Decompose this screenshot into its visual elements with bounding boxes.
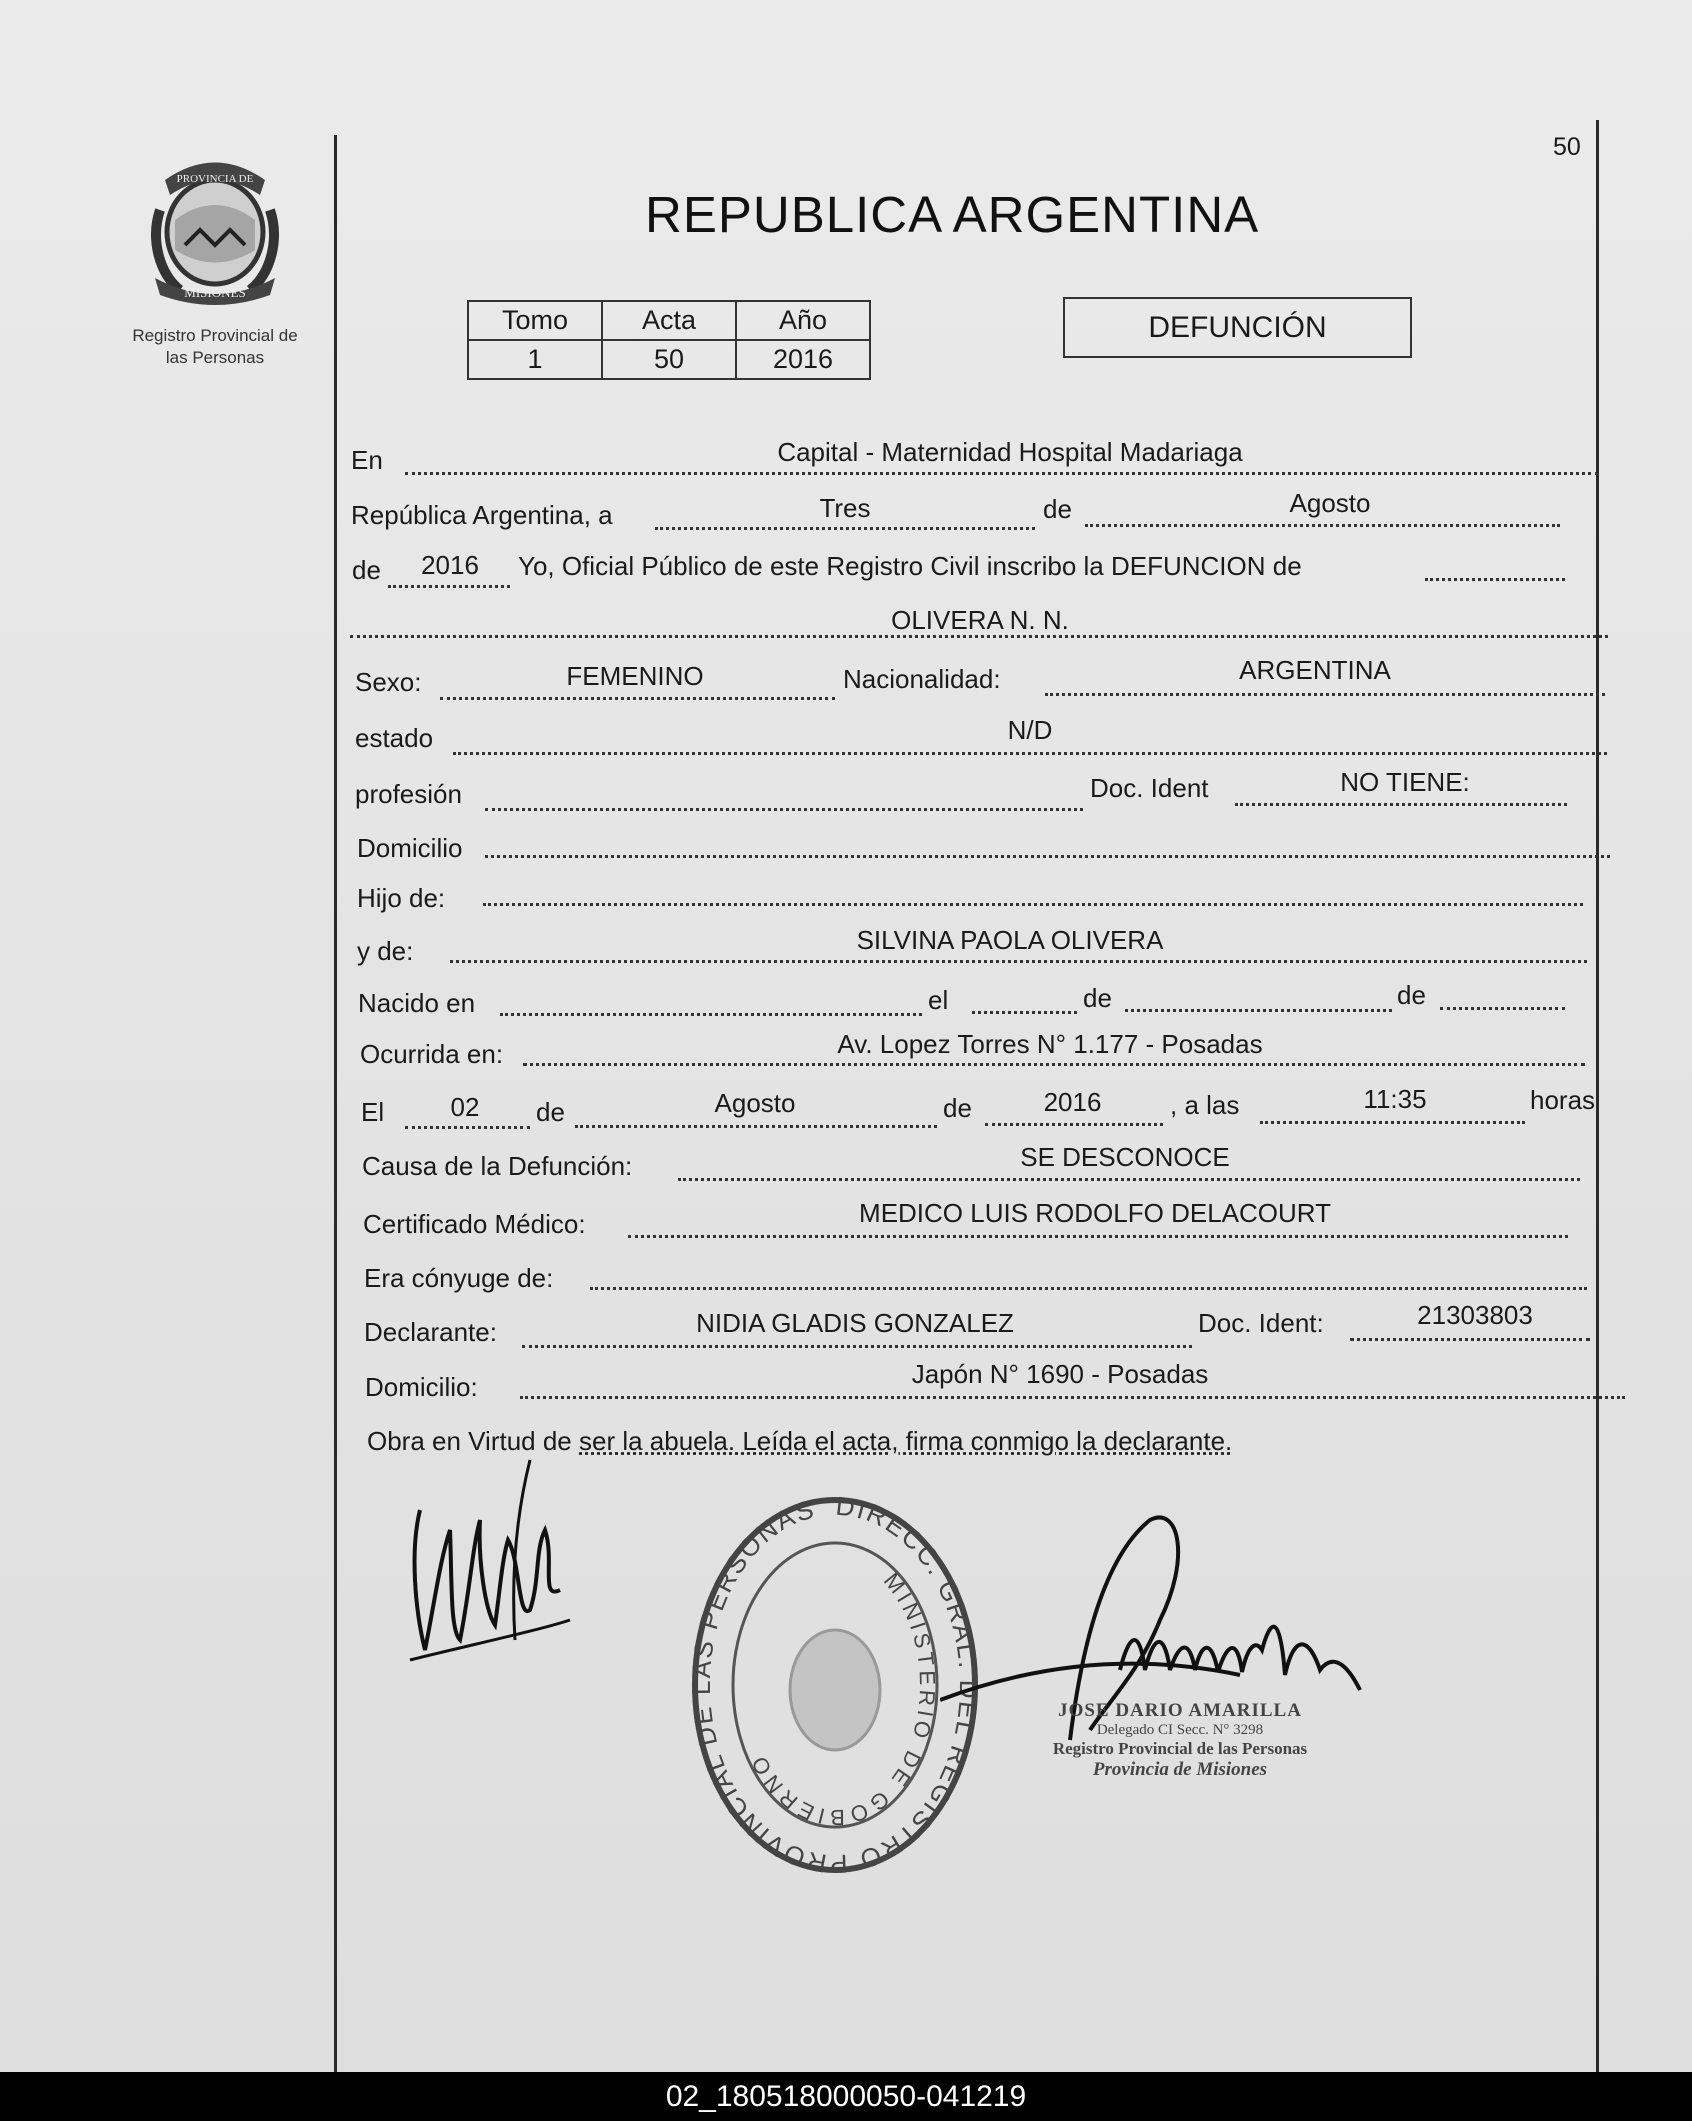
- month-value: Agosto: [1289, 488, 1371, 518]
- tomo-header: Tomo: [468, 301, 602, 340]
- year-value: 2016: [421, 550, 479, 580]
- death-month-dotted-line: [575, 1125, 937, 1128]
- day-value: Tres: [819, 493, 871, 523]
- conyuge-label: Era cónyuge de:: [364, 1263, 554, 1293]
- de-label-2: de: [1083, 983, 1112, 1013]
- anio-header: Año: [736, 301, 870, 340]
- hijo-label: Hijo de:: [357, 883, 446, 913]
- ocurrida-dotted-line: [523, 1063, 1585, 1066]
- stamp-ring-text: DIRECC. GRAL. DEL REGISTRO PROVINCIAL DE LAS PERSONAS: [685, 1490, 985, 1880]
- certificado-label: Certificado Médico:: [363, 1209, 586, 1239]
- nacido-day-dotted-line: [972, 1011, 1077, 1014]
- doc-ident-label: Doc. Ident: [1090, 773, 1209, 803]
- de-label-5: de: [943, 1093, 972, 1123]
- nacido-year-dotted-line: [1440, 1007, 1565, 1010]
- death-day: 02: [450, 1092, 480, 1122]
- de-label-3: de: [1397, 980, 1426, 1010]
- estado-value: N/D: [1007, 715, 1053, 745]
- declarant-signature-icon: [390, 1440, 590, 1680]
- hijo-dotted-line: [483, 903, 1583, 906]
- year-prefix-label: de: [352, 555, 381, 585]
- declarante-value: NIDIA GLADIS GONZALEZ: [696, 1308, 1014, 1338]
- declarante-doc-dotted-line: [1350, 1338, 1590, 1341]
- domicilio-dotted-line: [485, 855, 1610, 858]
- death-time: 11:35: [1363, 1084, 1427, 1114]
- certificado-dotted-line: [628, 1235, 1568, 1238]
- causa-label: Causa de la Defunción:: [362, 1151, 633, 1181]
- nacido-month-dotted-line: [1125, 1009, 1392, 1012]
- death-year: 2016: [1043, 1087, 1102, 1117]
- el-label-2: El: [361, 1097, 385, 1127]
- sexo-label: Sexo:: [355, 667, 422, 697]
- statement-text: Yo, Oficial Público de este Registro Civil inscribo la DEFUNCION de: [518, 551, 1302, 581]
- causa-value: SE DESCONOCE: [1020, 1142, 1230, 1172]
- declarante-label: Declarante:: [364, 1317, 497, 1347]
- nacionalidad-label: Nacionalidad:: [843, 664, 1001, 694]
- republica-label: República Argentina, a: [351, 500, 613, 530]
- acta-value: 50: [602, 340, 736, 379]
- province-seal-icon: [140, 150, 290, 305]
- image-caption: 02_180518000050-041219: [0, 2072, 1692, 2121]
- official-role: Delegado CI Secc. N° 3298: [1096, 1722, 1264, 1738]
- page-title: REPUBLICA ARGENTINA: [645, 186, 1260, 243]
- declarante-doc: 21303803: [1417, 1300, 1533, 1330]
- record-table-header-row: [468, 301, 870, 340]
- nacionalidad-dotted-line: [1045, 693, 1605, 696]
- anio-value: 2016: [736, 340, 870, 379]
- tomo-value: 1: [468, 340, 602, 379]
- day-dotted-line: [655, 527, 1035, 530]
- horas-label: horas: [1530, 1085, 1596, 1115]
- estado-label: estado: [355, 723, 434, 753]
- domicilio-label: Domicilio: [357, 833, 463, 863]
- de-label-1: de: [1043, 494, 1072, 524]
- profesion-label: profesión: [355, 779, 462, 809]
- closing-prefix: Obra en Virtud de: [367, 1426, 572, 1456]
- a-las-label: , a las: [1170, 1090, 1240, 1120]
- right-margin-rule: [1596, 120, 1599, 2072]
- de-label-4: de: [536, 1097, 565, 1127]
- page-number: 50: [1553, 133, 1581, 161]
- madre-value: SILVINA PAOLA OLIVERA: [856, 925, 1164, 955]
- madre-dotted-line: [450, 960, 1587, 963]
- en-value: Capital - Maternidad Hospital Madariaga: [777, 437, 1243, 467]
- record-type-box: DEFUNCIÓN: [1063, 297, 1412, 358]
- year-dotted-line: [388, 585, 510, 588]
- left-margin-rule: [334, 135, 337, 2072]
- acta-header: Acta: [602, 301, 736, 340]
- seal-bottom-text: MISIONES: [184, 285, 246, 300]
- causa-dotted-line: [678, 1178, 1580, 1181]
- seal-top-text: PROVINCIA DE: [176, 173, 254, 185]
- deceased-name: OLIVERA N. N.: [891, 605, 1069, 635]
- nacido-dotted-line: [500, 1013, 922, 1016]
- logo-caption-line2: las Personas: [165, 348, 265, 367]
- certificado-value: MEDICO LUIS RODOLFO DELACOURT: [859, 1198, 1331, 1228]
- death-year-dotted-line: [985, 1123, 1163, 1126]
- sexo-dotted-line: [440, 697, 835, 700]
- official-province: Provincia de Misiones: [1092, 1759, 1268, 1780]
- sexo-value: FEMENINO: [566, 661, 704, 691]
- en-label: En: [351, 445, 383, 475]
- y-de-label: y de:: [357, 936, 414, 966]
- death-time-dotted-line: [1260, 1121, 1525, 1124]
- doc-ident-value: NO TIENE:: [1340, 767, 1470, 797]
- month-dotted-line: [1085, 524, 1560, 527]
- statement-dotted-line: [1425, 578, 1565, 581]
- declarante-domicilio: Japón N° 1690 - Posadas: [911, 1359, 1209, 1389]
- domicilio-label-2: Domicilio:: [365, 1372, 478, 1402]
- nacionalidad-value: ARGENTINA: [1239, 655, 1391, 685]
- logo-caption-line1: Registro Provincial de: [132, 326, 298, 345]
- official-stamp-block: [1000, 1700, 1360, 1781]
- ocurrida-value: Av. Lopez Torres N° 1.177 - Posadas: [837, 1029, 1263, 1059]
- closing-underlined: ser la abuela. Leída el acta, firma conmigo la declarante.: [579, 1426, 1233, 1456]
- doc-ident-dotted-line: [1235, 803, 1567, 806]
- official-name: JOSE DARIO AMARILLA: [1058, 1700, 1302, 1721]
- official-registry: Registro Provincial de las Personas: [1052, 1739, 1308, 1758]
- doc-ident-label-2: Doc. Ident:: [1198, 1308, 1324, 1338]
- profesion-dotted-line: [485, 808, 1083, 811]
- estado-dotted-line: [453, 752, 1607, 755]
- en-dotted-line: [405, 472, 1598, 475]
- death-month: Agosto: [714, 1088, 796, 1118]
- el-label: el: [928, 985, 949, 1015]
- death-day-dotted-line: [405, 1126, 530, 1129]
- record-table-value-row: [468, 340, 870, 379]
- nacido-label: Nacido en: [358, 988, 476, 1018]
- ocurrida-label: Ocurrida en:: [360, 1039, 504, 1069]
- conyuge-dotted-line: [590, 1287, 1587, 1290]
- declarante-dotted-line: [522, 1345, 1192, 1348]
- logo-caption: [110, 325, 320, 369]
- record-table: [467, 300, 871, 380]
- stamp-inner-text: MINISTERIO DE GOBIERNO: [744, 1568, 941, 1831]
- declarante-domicilio-dotted-line: [520, 1396, 1625, 1399]
